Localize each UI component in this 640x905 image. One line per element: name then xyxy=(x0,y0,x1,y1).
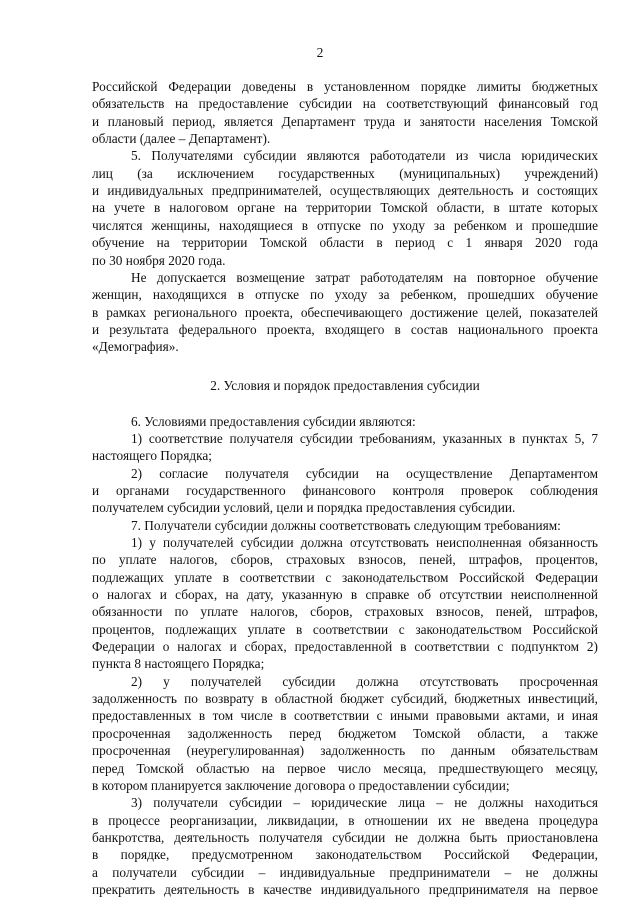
text-line: числятся женщины, находящиеся в отпуске по уходу за ребенком и прошедшие xyxy=(92,217,598,233)
text-line: области (далее – Департамент). xyxy=(92,131,271,147)
text-line: 1) соответствие получателя субсидии требованиям, указанных в пунктах 5, 7 xyxy=(131,430,598,446)
text-line: процентов, подлежащих уплате в соответствии с законодательством Российской xyxy=(92,621,598,637)
text-line: и органами государственного финансового контроля проверок соблюдения xyxy=(92,482,598,498)
text-line: в порядке, предусмотренном законодательством Российской Федерации, xyxy=(92,847,598,863)
text-line: по уплате налогов, сборов, страховых взносов, пеней, штрафов, процентов, xyxy=(92,552,598,568)
text-line: Не допускается возмещение затрат работодателям на повторное обучение xyxy=(131,269,598,285)
text-line: в рамках регионального проекта, обеспечивающего достижение целей, показателей xyxy=(92,304,598,320)
text-line: 2) у получателей субсидии должна отсутствовать просроченная xyxy=(131,673,598,689)
text-line: обучение на территории Томской области в период с 1 января 2020 года xyxy=(92,235,598,251)
text-line: в котором планируется заключение договора о предоставлении субсидии; xyxy=(92,777,510,793)
text-line: а получатели субсидии – индивидуальные предприниматели – не должны xyxy=(92,864,598,880)
text-line: предоставленных в том числе в соответствии с иными правовыми актами, и иная xyxy=(92,708,598,724)
page-number: 2 xyxy=(316,45,324,60)
text-line: прекратить деятельность в качестве индивидуального предпринимателя на первое xyxy=(92,882,598,897)
text-line: 1) у получателей субсидии должна отсутствовать неисполненная обязанность xyxy=(131,534,598,550)
text-line: пункта 8 настоящего Порядка; xyxy=(92,656,265,672)
text-line: задолженность по возврату в областной бюджет субсидий, бюджетных инвестиций, xyxy=(92,691,598,707)
text-line: обязательств на предоставление субсидии на соответствующий финансовый год xyxy=(92,96,598,112)
text-line: и результата федерального проекта, входящего в состав национального проекта xyxy=(92,321,598,337)
text-line: о налогах и сборах, на дату, указанную в справке об отсутствии неисполненной xyxy=(92,587,598,603)
text-line: получателем субсидии условий, цели и порядка предоставления субсидии. xyxy=(92,500,516,516)
text-line: лиц (за исключением государственных (муниципальных) учреждений) xyxy=(92,165,598,181)
text-line: 3) получатели субсидии – юридические лица – не должны находиться xyxy=(131,795,598,811)
text-line: банкротства, деятельность получателя субсидии не должна быть приостановлена xyxy=(92,829,598,845)
text-line: 6. Условиями предоставления субсидии являются: xyxy=(131,413,416,429)
section-heading: 2. Условия и порядок предоставления субсидии xyxy=(210,377,480,393)
text-line: просроченная задолженность перед бюджетом Томской области, а также xyxy=(92,725,598,741)
text-line: и плановый период, является Департамент труда и занятости населения Томской xyxy=(92,113,598,129)
text-line: настоящего Порядка; xyxy=(92,448,212,464)
text-line: Российской Федерации доведены в установленном порядке лимиты бюджетных xyxy=(92,79,598,94)
text-line: на учете в налоговом органе на территории Томской области, в штате которых xyxy=(92,200,598,216)
text-line: в процессе реорганизации, ликвидации, в отношении их не введена процедура xyxy=(92,812,598,828)
text-line: Федерации о налогах и сборах, предоставленной в соответствии с подпунктом 2) xyxy=(92,639,598,655)
text-line: по 30 ноября 2020 года. xyxy=(92,252,226,268)
text-line: подлежащих уплате в соответствии с законодательством Российской Федерации xyxy=(92,569,598,585)
text-line: обязанности по уплате налогов, сборов, страховых взносов, пеней, штрафов, xyxy=(92,604,598,620)
text-line: «Демография». xyxy=(92,339,179,355)
text-line: 7. Получатели субсидии должны соответствовать следующим требованиям: xyxy=(131,517,561,533)
text-line: и индивидуальных предпринимателей, осуществляющих деятельность и состоящих xyxy=(92,183,598,199)
text-line: женщин, находящихся в отпуске по уходу за ребенком, прошедших обучение xyxy=(92,287,598,303)
text-line: 5. Получателями субсидии являются работодатели из числа юридических xyxy=(131,148,598,164)
text-line: просроченная (неурегулированная) задолженность по данным обязательствам xyxy=(92,743,598,759)
text-line: перед Томской областью на первое число месяца, предшествующего месяцу, xyxy=(92,760,598,776)
text-line: 2) согласие получателя субсидии на осуществление Департаментом xyxy=(131,465,598,481)
